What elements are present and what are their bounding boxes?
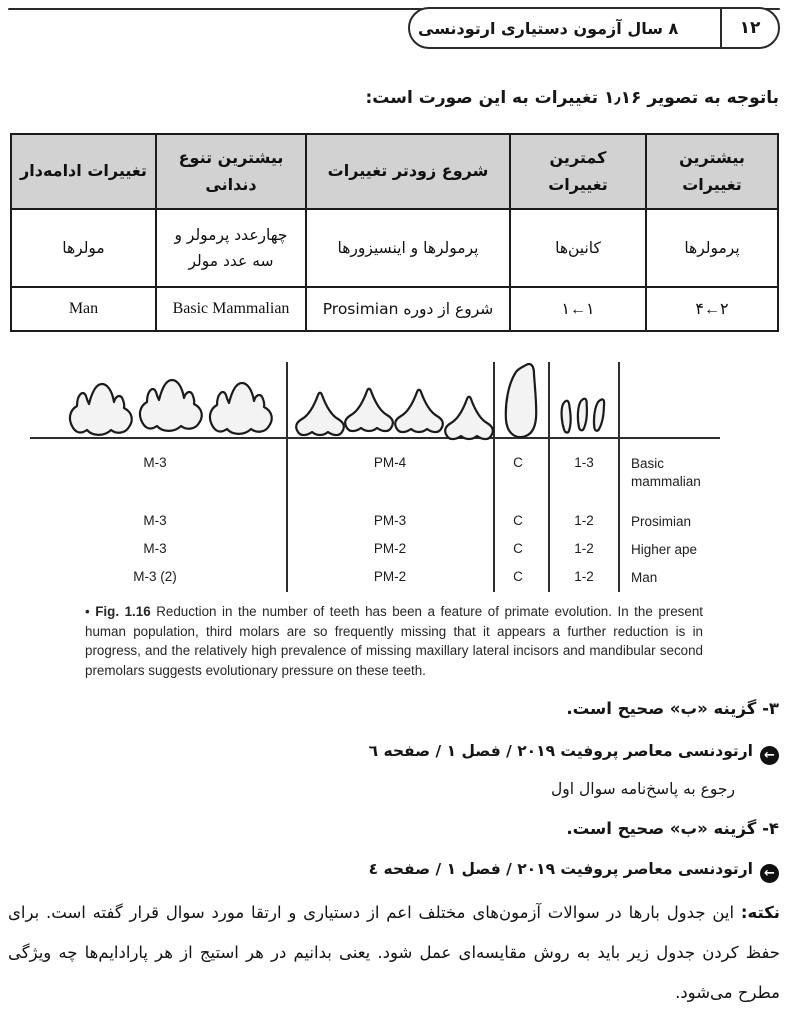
reference-text: ارتودنسی معاصر پروفیت ۲۰۱۹ / فصل ۱ / صفحه ٦ bbox=[368, 742, 753, 760]
note-label: نکته: bbox=[740, 903, 780, 922]
col-least-changes: کمترین تغییرات bbox=[510, 134, 646, 209]
premolar-formula-label: PM-3 bbox=[373, 513, 407, 528]
cell-most-changes: پرمولرها bbox=[646, 209, 778, 287]
cell-most-changes-value bbox=[646, 287, 778, 331]
molar-tooth-drawing bbox=[140, 380, 202, 431]
page-number: ۱۲ bbox=[739, 18, 761, 38]
col-most-variety: بیشترین تنوع دندانی bbox=[156, 134, 306, 209]
cell-most-variety: چهارعدد پرمولر و سه عدد مولر bbox=[156, 209, 306, 287]
molar-tooth-drawing bbox=[210, 383, 272, 434]
cell-most-variety-value: Basic Mammalian bbox=[156, 287, 306, 331]
molar-tooth-drawing bbox=[70, 384, 132, 435]
table-header-row bbox=[11, 134, 778, 209]
col-continuing: تغییرات ادامه‌دار bbox=[11, 134, 156, 209]
answer-3-heading: ۳- گزینه «ب» صحیح است. bbox=[566, 699, 779, 718]
premolar-formula-label: PM-2 bbox=[373, 541, 407, 556]
caption-bullet: • bbox=[85, 604, 90, 619]
reference-arrow-icon: ← bbox=[760, 746, 779, 765]
summary-table-wrap bbox=[10, 133, 777, 332]
answer-4-reference bbox=[9, 860, 779, 883]
canine-formula-label: C bbox=[513, 569, 523, 584]
answer-3-subnote: رجوع به پاسخ‌نامه سوال اول bbox=[551, 780, 735, 798]
incisor-formula-label: 1-2 bbox=[574, 569, 594, 584]
incisor-tooth-drawing bbox=[577, 398, 587, 430]
incisor-tooth-drawing bbox=[561, 401, 572, 433]
reference-text: ارتودنسی معاصر پروفیت ۲۰۱۹ / فصل ۱ / صفحه ٤ bbox=[368, 860, 753, 878]
premolar-tooth-drawing bbox=[395, 390, 443, 432]
table-row bbox=[11, 209, 778, 287]
premolar-tooth-drawing bbox=[445, 397, 493, 439]
canine-formula-label: C bbox=[513, 541, 523, 556]
note-paragraph bbox=[8, 893, 780, 1012]
answer-3-reference bbox=[9, 742, 779, 765]
premolar-formula-label: PM-4 bbox=[373, 455, 407, 470]
cell-least-changes: کانین‌ها bbox=[510, 209, 646, 287]
cell-earliest-start-value: شروع از دوره Prosimian bbox=[306, 287, 510, 331]
molar-formula-label: M-3 bbox=[143, 455, 167, 470]
premolar-tooth-drawing bbox=[345, 389, 393, 431]
canine-formula-label: C bbox=[513, 513, 523, 528]
species-label: Higher ape bbox=[631, 542, 698, 557]
incisor-formula-label: 1-2 bbox=[574, 513, 594, 528]
col-earliest-start: شروع زودتر تغییرات bbox=[306, 134, 510, 209]
figure-caption bbox=[85, 602, 703, 680]
figure-caption-text: Reduction in the number of teeth has been a feature of primate evolution. In the present human population, third molars are so frequently missing that it appears a further reduction is in progress, and the relatively high prevalence of missing maxillary lateral incisors and mandibular second premolars suggests evolutionary pressure on these teeth. bbox=[85, 604, 703, 678]
cell-least-changes-value bbox=[510, 287, 646, 331]
figure-caption-label: Fig. 1.16 bbox=[95, 604, 151, 619]
molar-formula-label: M-3 (2) bbox=[133, 569, 177, 584]
intro-sentence: باتوجه به تصویر ۱٫۱۶ تغییرات به این صورت است: bbox=[365, 88, 779, 108]
premolar-tooth-drawing bbox=[296, 393, 344, 435]
canine-tooth-drawing bbox=[506, 364, 536, 437]
species-label: Prosimian bbox=[631, 514, 692, 529]
premolar-formula-label: PM-2 bbox=[373, 569, 407, 584]
col-most-changes: بیشترین تغییرات bbox=[646, 134, 778, 209]
species-label: Basic mammalian bbox=[631, 456, 701, 489]
summary-table bbox=[10, 133, 779, 332]
incisor-formula-label: 1-3 bbox=[574, 455, 594, 470]
cell-continuing-value: Man bbox=[11, 287, 156, 331]
species-label: Man bbox=[631, 570, 658, 585]
reference-arrow-icon: ← bbox=[760, 864, 779, 883]
cell-continuing: مولرها bbox=[11, 209, 156, 287]
table-row bbox=[11, 287, 778, 331]
cell-earliest-start: پرمولرها و اینسیزورها bbox=[306, 209, 510, 287]
canine-formula-label: C bbox=[513, 455, 523, 470]
molar-formula-label: M-3 bbox=[143, 541, 167, 556]
answer-4-heading: ۴- گزینه «ب» صحیح است. bbox=[566, 819, 779, 838]
note-text: این جدول بارها در سوالات آزمون‌های مختلف اعم از دستیاری و ارتقا مورد سوال قرار گفته است. برای حفظ کردن جدول زیر باید به روش مقایسه‌ای عمل شود. یعنی بدانیم در هر استیج از هر پارادایم‌ها چه ویژگی مطرح می‌شود. bbox=[8, 903, 780, 1002]
premolar-count-change: ۴←۲ bbox=[695, 301, 729, 318]
incisor-tooth-drawing bbox=[592, 399, 605, 432]
molar-formula-label: M-3 bbox=[143, 513, 167, 528]
page-header bbox=[408, 7, 780, 49]
canine-count-change: ۱←۱ bbox=[561, 301, 595, 318]
book-title: ۸ سال آزمون دستیاری ارتودنسی bbox=[418, 18, 679, 38]
incisor-formula-label: 1-2 bbox=[574, 541, 594, 556]
